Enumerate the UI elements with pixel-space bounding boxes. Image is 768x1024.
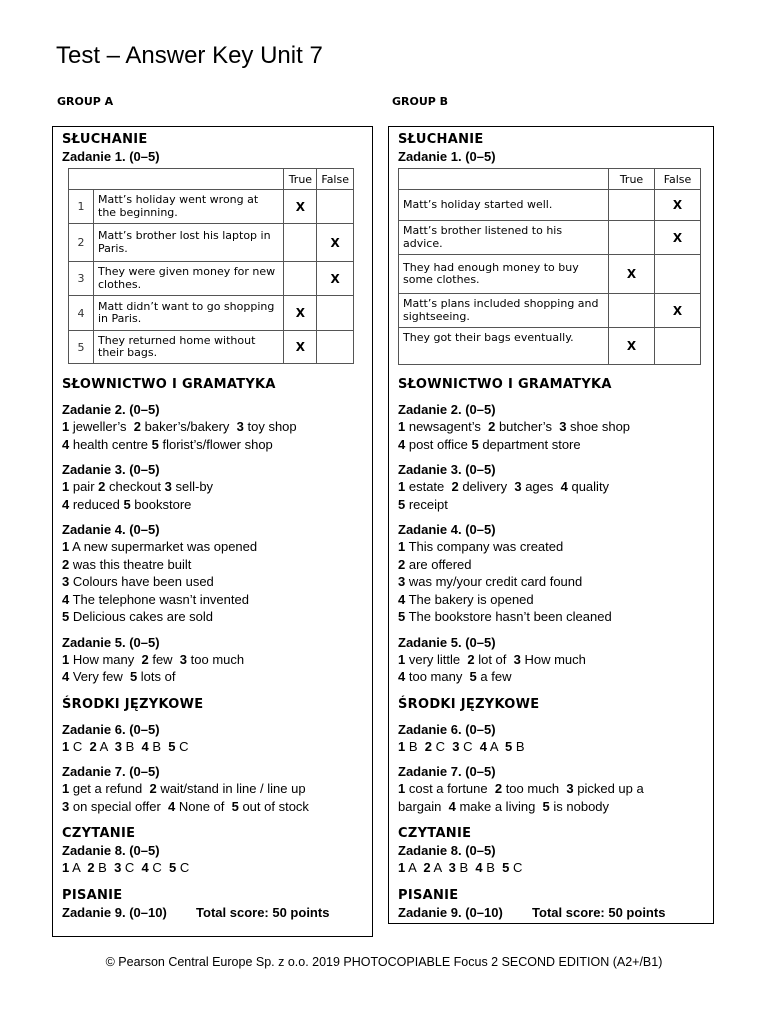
answer-text: bookstore [130, 496, 192, 512]
answer-text: A [405, 860, 424, 875]
answer-text: out of stock [238, 798, 309, 814]
answer-text: a few [476, 669, 512, 684]
answer-number: 2 [398, 556, 406, 572]
true-false-table [398, 168, 701, 365]
task-5-heading: Zadanie 5. (0–5) [62, 634, 160, 650]
false-mark: X [655, 190, 701, 221]
answer-number: 3 [62, 798, 70, 814]
answer-number: 4 [448, 798, 456, 814]
answer-number: 1 [398, 860, 406, 875]
group-b-label: GROUP B [392, 95, 449, 108]
answer-number: 5 [542, 798, 550, 814]
answer-number: 4 [141, 860, 149, 875]
answer-line [62, 496, 364, 514]
answer-number: 3 [164, 479, 172, 494]
answer-number: 3 [236, 419, 244, 434]
task-1-heading: Zadanie 1. (0–5) [398, 149, 496, 164]
writing-heading: PISANIE [398, 887, 459, 903]
answer-number: 5 [151, 436, 159, 452]
answer-line [62, 608, 364, 626]
answer-number: 4 [475, 860, 483, 875]
statement: They were given money for new clothes. [94, 262, 284, 296]
answer-line [398, 859, 705, 877]
answer-text: butcher’s [495, 419, 560, 434]
answer-number: 4 [141, 738, 149, 754]
answer-number: 2 [62, 556, 70, 572]
answer-line [62, 556, 364, 574]
task-9-row [62, 904, 364, 921]
answer-number: 2 [89, 738, 97, 754]
task-4-answers [398, 538, 705, 626]
answer-line [398, 538, 705, 556]
answer-number: 5 [469, 669, 477, 684]
answer-line [398, 556, 705, 574]
table-row [69, 331, 354, 364]
total-score: Total score: 50 points [196, 904, 330, 920]
answer-line [398, 418, 705, 436]
true-mark [284, 262, 317, 296]
answer-number: 4 [62, 669, 70, 684]
task-3-heading: Zadanie 3. (0–5) [62, 462, 160, 477]
task-8-heading: Zadanie 8. (0–5) [398, 843, 496, 858]
answer-number: 2 [494, 781, 503, 796]
false-mark [317, 331, 354, 364]
answer-text: on special offer [69, 798, 168, 814]
answer-line [398, 651, 705, 669]
answer-text: picked up a [573, 781, 644, 796]
answer-text: receipt [405, 496, 448, 512]
answer-text: C [431, 738, 453, 754]
true-mark: X [609, 328, 655, 365]
answer-text: shoe shop [566, 419, 631, 434]
answer-number: 4 [62, 591, 70, 607]
false-mark: X [317, 262, 354, 296]
false-header: False [317, 169, 354, 190]
answer-number: 5 [62, 609, 70, 624]
answer-number: 4 [560, 479, 568, 494]
answer-number: 4 [168, 798, 176, 814]
answer-text: B [148, 738, 169, 754]
answer-text: Colours have been used [69, 574, 214, 589]
answer-text: B [94, 860, 115, 875]
listening-heading: SŁUCHANIE [62, 132, 148, 147]
answer-number: 3 [566, 781, 574, 796]
statement: Matt’s holiday went wrong at the beginning. [94, 190, 284, 224]
answer-line [62, 738, 364, 756]
answer-number: 3 [179, 651, 188, 667]
answer-text: was my/your credit card found [405, 574, 583, 589]
answer-text: C [459, 738, 480, 754]
task-7-heading: Zadanie 7. (0–5) [398, 764, 496, 779]
answer-text: health centre [69, 436, 152, 452]
task-9-row [398, 904, 705, 921]
answer-text: lot of [474, 651, 514, 667]
table-header-blank [399, 169, 609, 190]
answer-line [398, 591, 705, 609]
answer-text: bargain [398, 798, 449, 814]
row-number: 3 [69, 262, 94, 296]
answer-number: 4 [479, 738, 487, 754]
true-mark: X [284, 296, 317, 331]
answer-text: C [509, 860, 523, 875]
answer-text: Very few [69, 669, 130, 684]
answer-text: The bakery is opened [405, 591, 534, 607]
answer-line [398, 478, 705, 496]
answer-text: too many [405, 669, 470, 684]
table-row [69, 224, 354, 262]
answer-line [62, 591, 364, 609]
answer-number: 2 [451, 479, 459, 494]
row-number: 2 [69, 224, 94, 262]
answer-text: B [455, 860, 476, 875]
answer-text: baker’s/bakery [141, 419, 237, 434]
row-number: 5 [69, 331, 94, 364]
answer-number: 5 [505, 738, 513, 754]
total-score: Total score: 50 points [532, 904, 666, 920]
answer-text: was this theatre built [69, 556, 192, 572]
table-row [399, 190, 701, 221]
task-1-heading: Zadanie 1. (0–5) [62, 149, 160, 164]
vocab-heading: SŁOWNICTWO I GRAMATYKA [398, 377, 612, 392]
answer-number: 1 [62, 738, 70, 754]
answer-number: 5 [231, 798, 239, 814]
answer-text: few [148, 651, 180, 667]
answer-number: 1 [398, 738, 406, 754]
answer-number: 5 [502, 860, 510, 875]
task-6-heading: Zadanie 6. (0–5) [398, 721, 496, 737]
table-row [399, 328, 701, 365]
answer-line [398, 798, 705, 816]
task-4-heading: Zadanie 4. (0–5) [62, 522, 160, 537]
statement: Matt’s holiday started well. [399, 190, 609, 221]
copyright-footer: © Pearson Central Europe Sp. z o.o. 2019 PHOTOCOPIABLE Focus 2 SECOND EDITION (A2+/B1) [105, 955, 663, 969]
answer-line [62, 668, 364, 686]
answer-text: very little [405, 651, 468, 667]
answer-number: 2 [467, 651, 475, 667]
answer-text: How many [69, 651, 142, 667]
answer-text: cost a fortune [405, 781, 495, 796]
answer-line [398, 608, 705, 626]
answer-text: B [482, 860, 503, 875]
table-row [69, 296, 354, 331]
answer-text: florist’s/flower shop [158, 436, 273, 452]
false-mark [317, 190, 354, 224]
answer-text: quality [567, 479, 610, 494]
true-header: True [284, 169, 317, 190]
answer-text: This company was created [405, 539, 564, 554]
group-b-answer-box [388, 126, 714, 924]
true-mark: X [284, 190, 317, 224]
writing-heading: PISANIE [62, 887, 123, 903]
task-9-heading: Zadanie 9. (0–10) [398, 904, 503, 920]
answer-text: C [69, 738, 90, 754]
true-mark [609, 190, 655, 221]
false-mark [317, 296, 354, 331]
reading-heading: CZYTANIE [398, 826, 472, 841]
language-heading: ŚRODKI JĘZYKOWE [398, 696, 540, 712]
true-mark [284, 224, 317, 262]
table-row [69, 190, 354, 224]
answer-text: are offered [405, 556, 472, 572]
answer-line [398, 780, 705, 798]
answer-number: 3 [398, 574, 406, 589]
answer-text: checkout [105, 479, 165, 494]
answer-number: 4 [62, 436, 70, 452]
statement: They got their bags eventually. [399, 328, 609, 365]
answer-number: 2 [98, 479, 106, 494]
true-mark: X [284, 331, 317, 364]
answer-number: 3 [452, 738, 460, 754]
answer-text: A [96, 738, 115, 754]
answer-number: 3 [114, 738, 123, 754]
answer-text: None of [175, 798, 232, 814]
true-false-table [68, 168, 354, 364]
answer-text: estate [405, 479, 452, 494]
answer-text: Delicious cakes are sold [69, 609, 214, 624]
false-mark: X [317, 224, 354, 262]
answer-number: 4 [398, 669, 406, 684]
answer-number: 2 [87, 860, 95, 875]
answer-text: B [122, 738, 142, 754]
answer-number: 2 [141, 651, 149, 667]
answer-text: toy shop [243, 419, 297, 434]
answer-number: 2 [488, 419, 496, 434]
answer-number: 5 [169, 860, 177, 875]
vocab-heading: SŁOWNICTWO I GRAMATYKA [62, 377, 276, 392]
group-a-label: GROUP A [57, 95, 114, 108]
answer-number: 1 [62, 419, 70, 434]
group-a-answer-box [52, 126, 373, 937]
task-5-heading: Zadanie 5. (0–5) [398, 634, 496, 650]
answer-number: 1 [62, 539, 70, 554]
answer-number: 3 [448, 860, 456, 875]
language-heading: ŚRODKI JĘZYKOWE [62, 696, 204, 712]
answer-number: 2 [424, 738, 432, 754]
answer-line [62, 436, 364, 454]
answer-text: B [512, 738, 525, 754]
answer-text: lots of [137, 669, 176, 684]
false-header: False [655, 169, 701, 190]
task-3-heading: Zadanie 3. (0–5) [398, 462, 496, 477]
answer-line [62, 573, 364, 591]
answer-number: 5 [123, 496, 131, 512]
answer-number: 3 [62, 574, 70, 589]
page-title: Test – Answer Key Unit 7 [56, 42, 323, 69]
statement: They returned home without their bags. [94, 331, 284, 364]
answer-number: 4 [398, 436, 406, 452]
answer-text: A [486, 738, 505, 754]
answer-number: 2 [423, 860, 431, 875]
answer-number: 1 [398, 539, 406, 554]
reading-heading: CZYTANIE [62, 826, 136, 841]
answer-number: 1 [62, 651, 70, 667]
table-header-blank [69, 169, 284, 190]
answer-line [398, 668, 705, 686]
true-mark [609, 294, 655, 328]
statement: Matt’s brother lost his laptop in Paris. [94, 224, 284, 262]
table-row [399, 221, 701, 255]
answer-number: 1 [398, 781, 406, 796]
table-row [399, 294, 701, 328]
answer-text: is nobody [549, 798, 610, 814]
answer-line [398, 738, 705, 756]
answer-number: 5 [471, 436, 479, 452]
answer-line [62, 418, 364, 436]
answer-text: too much [502, 781, 567, 796]
answer-number: 4 [62, 496, 70, 512]
answer-text: C [175, 738, 189, 754]
answer-line [62, 478, 364, 496]
answer-line [62, 538, 364, 556]
answer-text: A new supermarket was opened [69, 539, 258, 554]
answer-line [62, 859, 364, 877]
answer-text: too much [187, 651, 245, 667]
answer-text: reduced [69, 496, 124, 512]
answer-text: B [405, 738, 425, 754]
answer-text: How much [520, 651, 586, 667]
answer-text: The bookstore hasn’t been cleaned [405, 609, 612, 624]
answer-text: pair [69, 479, 99, 494]
task-4-answers [62, 538, 364, 626]
false-mark [655, 328, 701, 365]
statement: Matt didn’t want to go shopping in Paris. [94, 296, 284, 331]
statement: They had enough money to buy some clothes. [399, 255, 609, 294]
answer-number: 1 [62, 479, 70, 494]
answer-text: C [121, 860, 142, 875]
answer-text: wait/stand in line / line up [156, 781, 306, 796]
answer-line [62, 780, 364, 798]
task-4-heading: Zadanie 4. (0–5) [398, 522, 496, 537]
answer-text: post office [405, 436, 472, 452]
answer-text: ages [521, 479, 561, 494]
answer-number: 3 [559, 419, 567, 434]
answer-number: 3 [513, 651, 521, 667]
row-number: 1 [69, 190, 94, 224]
answer-number: 1 [62, 860, 70, 875]
answer-line [398, 496, 705, 514]
answer-text: A [69, 860, 88, 875]
task-2-heading: Zadanie 2. (0–5) [398, 402, 496, 417]
answer-number: 5 [398, 609, 406, 624]
false-mark: X [655, 294, 701, 328]
answer-text: C [148, 860, 169, 875]
answer-number: 2 [149, 781, 157, 796]
answer-number: 1 [398, 479, 406, 494]
task-6-heading: Zadanie 6. (0–5) [62, 721, 160, 737]
answer-text: newsagent’s [405, 419, 489, 434]
answer-text: The telephone wasn’t invented [69, 591, 249, 607]
true-header: True [609, 169, 655, 190]
answer-text: A [430, 860, 449, 875]
row-number: 4 [69, 296, 94, 331]
false-mark: X [655, 221, 701, 255]
answer-number: 5 [168, 738, 176, 754]
answer-line [62, 798, 364, 816]
answer-number: 2 [133, 419, 142, 434]
true-mark: X [609, 255, 655, 294]
answer-number: 1 [398, 651, 406, 667]
task-9-heading: Zadanie 9. (0–10) [62, 904, 167, 920]
answer-number: 5 [129, 669, 138, 684]
answer-text: department store [478, 436, 581, 452]
answer-text: jeweller’s [69, 419, 134, 434]
task-7-heading: Zadanie 7. (0–5) [62, 764, 160, 779]
true-mark [609, 221, 655, 255]
answer-number: 3 [514, 479, 522, 494]
answer-number: 5 [398, 496, 406, 512]
answer-number: 4 [398, 591, 406, 607]
task-8-heading: Zadanie 8. (0–5) [62, 843, 160, 858]
answer-text: sell-by [171, 479, 214, 494]
statement: Matt’s plans included shopping and sightseeing. [399, 294, 609, 328]
listening-heading: SŁUCHANIE [398, 132, 484, 147]
table-row [399, 255, 701, 294]
answer-number: 1 [398, 419, 406, 434]
answer-text: C [176, 860, 190, 875]
answer-number: 3 [114, 860, 122, 875]
answer-line [398, 436, 705, 454]
answer-text: delivery [458, 479, 515, 494]
statement: Matt’s brother listened to his advice. [399, 221, 609, 255]
answer-text: make a living [455, 798, 543, 814]
false-mark [655, 255, 701, 294]
answer-text: get a refund [69, 781, 150, 796]
answer-line [62, 651, 364, 669]
table-row [69, 262, 354, 296]
answer-number: 1 [62, 781, 70, 796]
task-2-heading: Zadanie 2. (0–5) [62, 402, 160, 417]
answer-line [398, 573, 705, 591]
